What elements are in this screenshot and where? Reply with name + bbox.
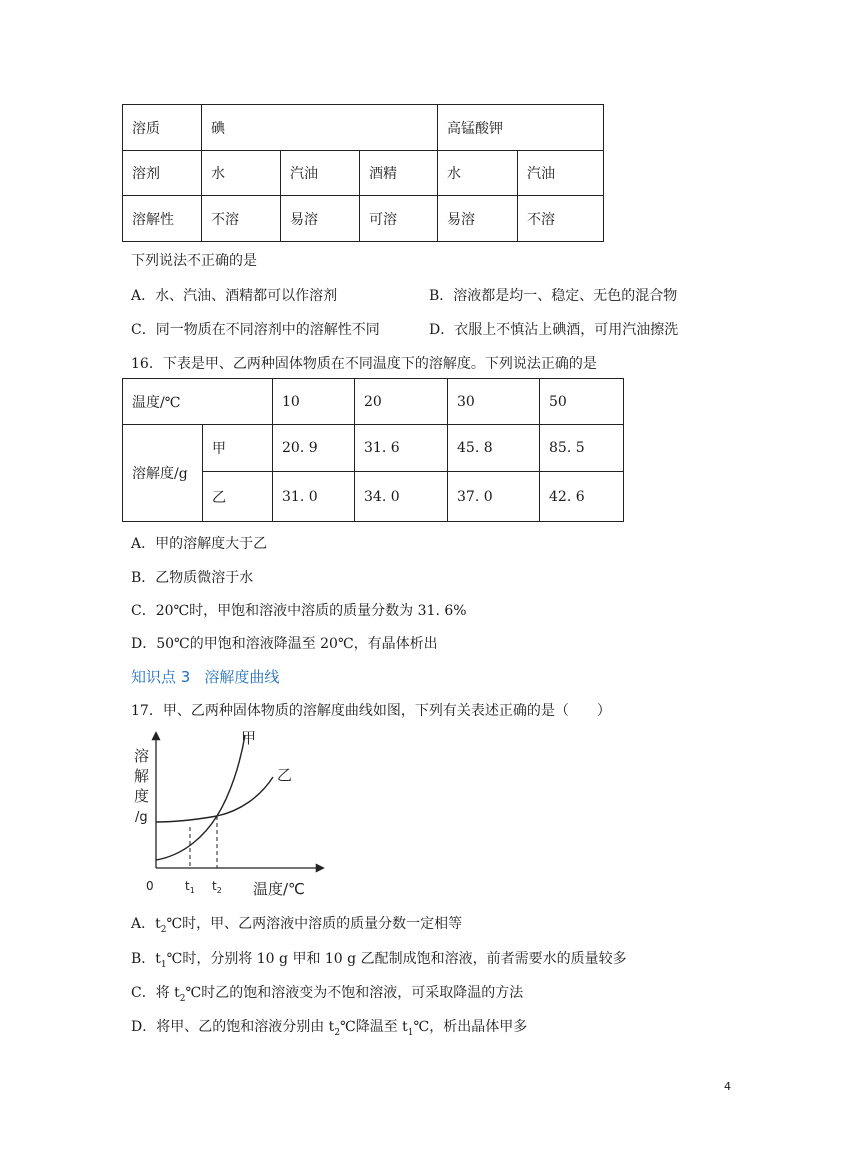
- q17-stem: 17．甲、乙两种固体物质的溶解度曲线如图，下列有关表述正确的是（ ）: [131, 703, 611, 719]
- table-row: [123, 425, 624, 472]
- x-axis-label: 温度/℃: [253, 880, 305, 898]
- table-cell: 34. 0: [355, 472, 448, 522]
- q17-option-c: C．将 $t_2℃$时乙的饱和溶液变为不饱和溶液，可采取降温的方法: [131, 985, 524, 1004]
- table-cell: 37. 0: [448, 472, 540, 522]
- q17-option-a: A．$t_2℃$时，甲、乙两溶液中溶质的质量分数一定相等: [131, 916, 463, 935]
- series-label-jia: 甲: [241, 729, 257, 747]
- table-cell: 碘: [202, 105, 438, 151]
- table-cell: 可溶: [360, 196, 438, 242]
- curve-jia: [156, 735, 245, 860]
- table-cell: 42. 6: [540, 472, 624, 522]
- table-cell: 水: [202, 151, 281, 196]
- solubility-curve-figure: [125, 725, 345, 900]
- table-cell: 乙: [203, 472, 273, 522]
- q16-stem: 16．下表是甲、乙两种固体物质在不同温度下的溶解度。下列说法正确的是: [131, 356, 597, 372]
- curve-yi: [156, 777, 273, 822]
- table-header-cell: 10: [273, 379, 355, 425]
- table-cell: 酒精: [360, 151, 438, 196]
- solubility-temperature-table: [122, 378, 624, 522]
- table-row: [123, 151, 604, 196]
- q15-option-c: C．同一物质在不同溶剂中的溶解性不同: [131, 322, 380, 338]
- table-cell: 31. 0: [273, 472, 355, 522]
- section-number: 知识点 3: [131, 668, 191, 686]
- t1-label: $t_1$: [185, 879, 195, 895]
- q16-option-c: C．20℃时，甲饱和溶液中溶质的质量分数为 31. 6%: [131, 603, 467, 619]
- q15-prompt: 下列说法不正确的是: [131, 253, 257, 269]
- table-cell: 水: [438, 151, 518, 196]
- y-unit: /g: [135, 810, 148, 825]
- q15-option-a: A．水、汽油、酒精都可以作溶剂: [131, 288, 338, 304]
- table-cell: 甲: [203, 425, 273, 472]
- table-cell: 85. 5: [540, 425, 624, 472]
- table-cell: 不溶: [202, 196, 281, 242]
- table-row: [123, 196, 604, 242]
- q16-option-a: A．甲的溶解度大于乙: [131, 536, 268, 552]
- table-cell: 溶解性: [123, 196, 202, 242]
- table-header-cell: 30: [448, 379, 540, 425]
- table-cell: 溶质: [123, 105, 202, 151]
- t2-label: $t_2$: [212, 879, 222, 895]
- table-cell: 高锰酸钾: [438, 105, 604, 151]
- page-number: 4: [724, 1080, 731, 1093]
- y-label-char: 解: [134, 767, 150, 785]
- q17-option-d: D．将甲、乙的饱和溶液分别由 $t_2℃$降温至 $t_1℃$，析出晶体甲多: [131, 1019, 528, 1038]
- table-cell: 汽油: [281, 151, 360, 196]
- series-label-yi: 乙: [277, 766, 293, 784]
- q15-option-d: D．衣服上不慎沾上碘酒，可用汽油擦洗: [429, 322, 679, 338]
- table-cell: 溶剂: [123, 151, 202, 196]
- q16-option-b: B．乙物质微溶于水: [131, 570, 254, 586]
- table-cell: 易溶: [438, 196, 518, 242]
- origin-label: 0: [146, 879, 154, 893]
- table-cell: 20. 9: [273, 425, 355, 472]
- y-label-char: 度: [134, 787, 150, 805]
- q17-option-b: B．$t_1℃$时，分别将 10 g 甲和 10 g 乙配制成饱和溶液，前者需要水的质量较多: [131, 951, 627, 970]
- table-header-cell: 20: [355, 379, 448, 425]
- q15-option-b: B．溶液都是均一、稳定、无色的混合物: [429, 288, 678, 304]
- solubility-comparison-table: [122, 104, 604, 242]
- table-row: [123, 105, 604, 151]
- section-heading: [131, 666, 279, 687]
- table-cell: 31. 6: [355, 425, 448, 472]
- y-label-char: 溶: [134, 747, 150, 765]
- section-title: 溶解度曲线: [204, 668, 280, 686]
- table-row: [123, 379, 624, 425]
- table-cell: 易溶: [281, 196, 360, 242]
- table-cell: 不溶: [518, 196, 604, 242]
- table-header-cell: 50: [540, 379, 624, 425]
- table-header-cell: 温度/℃: [123, 379, 273, 425]
- table-cell: 45. 8: [448, 425, 540, 472]
- q16-option-d: D．50℃的甲饱和溶液降温至 20℃，有晶体析出: [131, 636, 438, 652]
- table-cell: 汽油: [518, 151, 604, 196]
- table-cell: 溶解度/g: [123, 425, 203, 522]
